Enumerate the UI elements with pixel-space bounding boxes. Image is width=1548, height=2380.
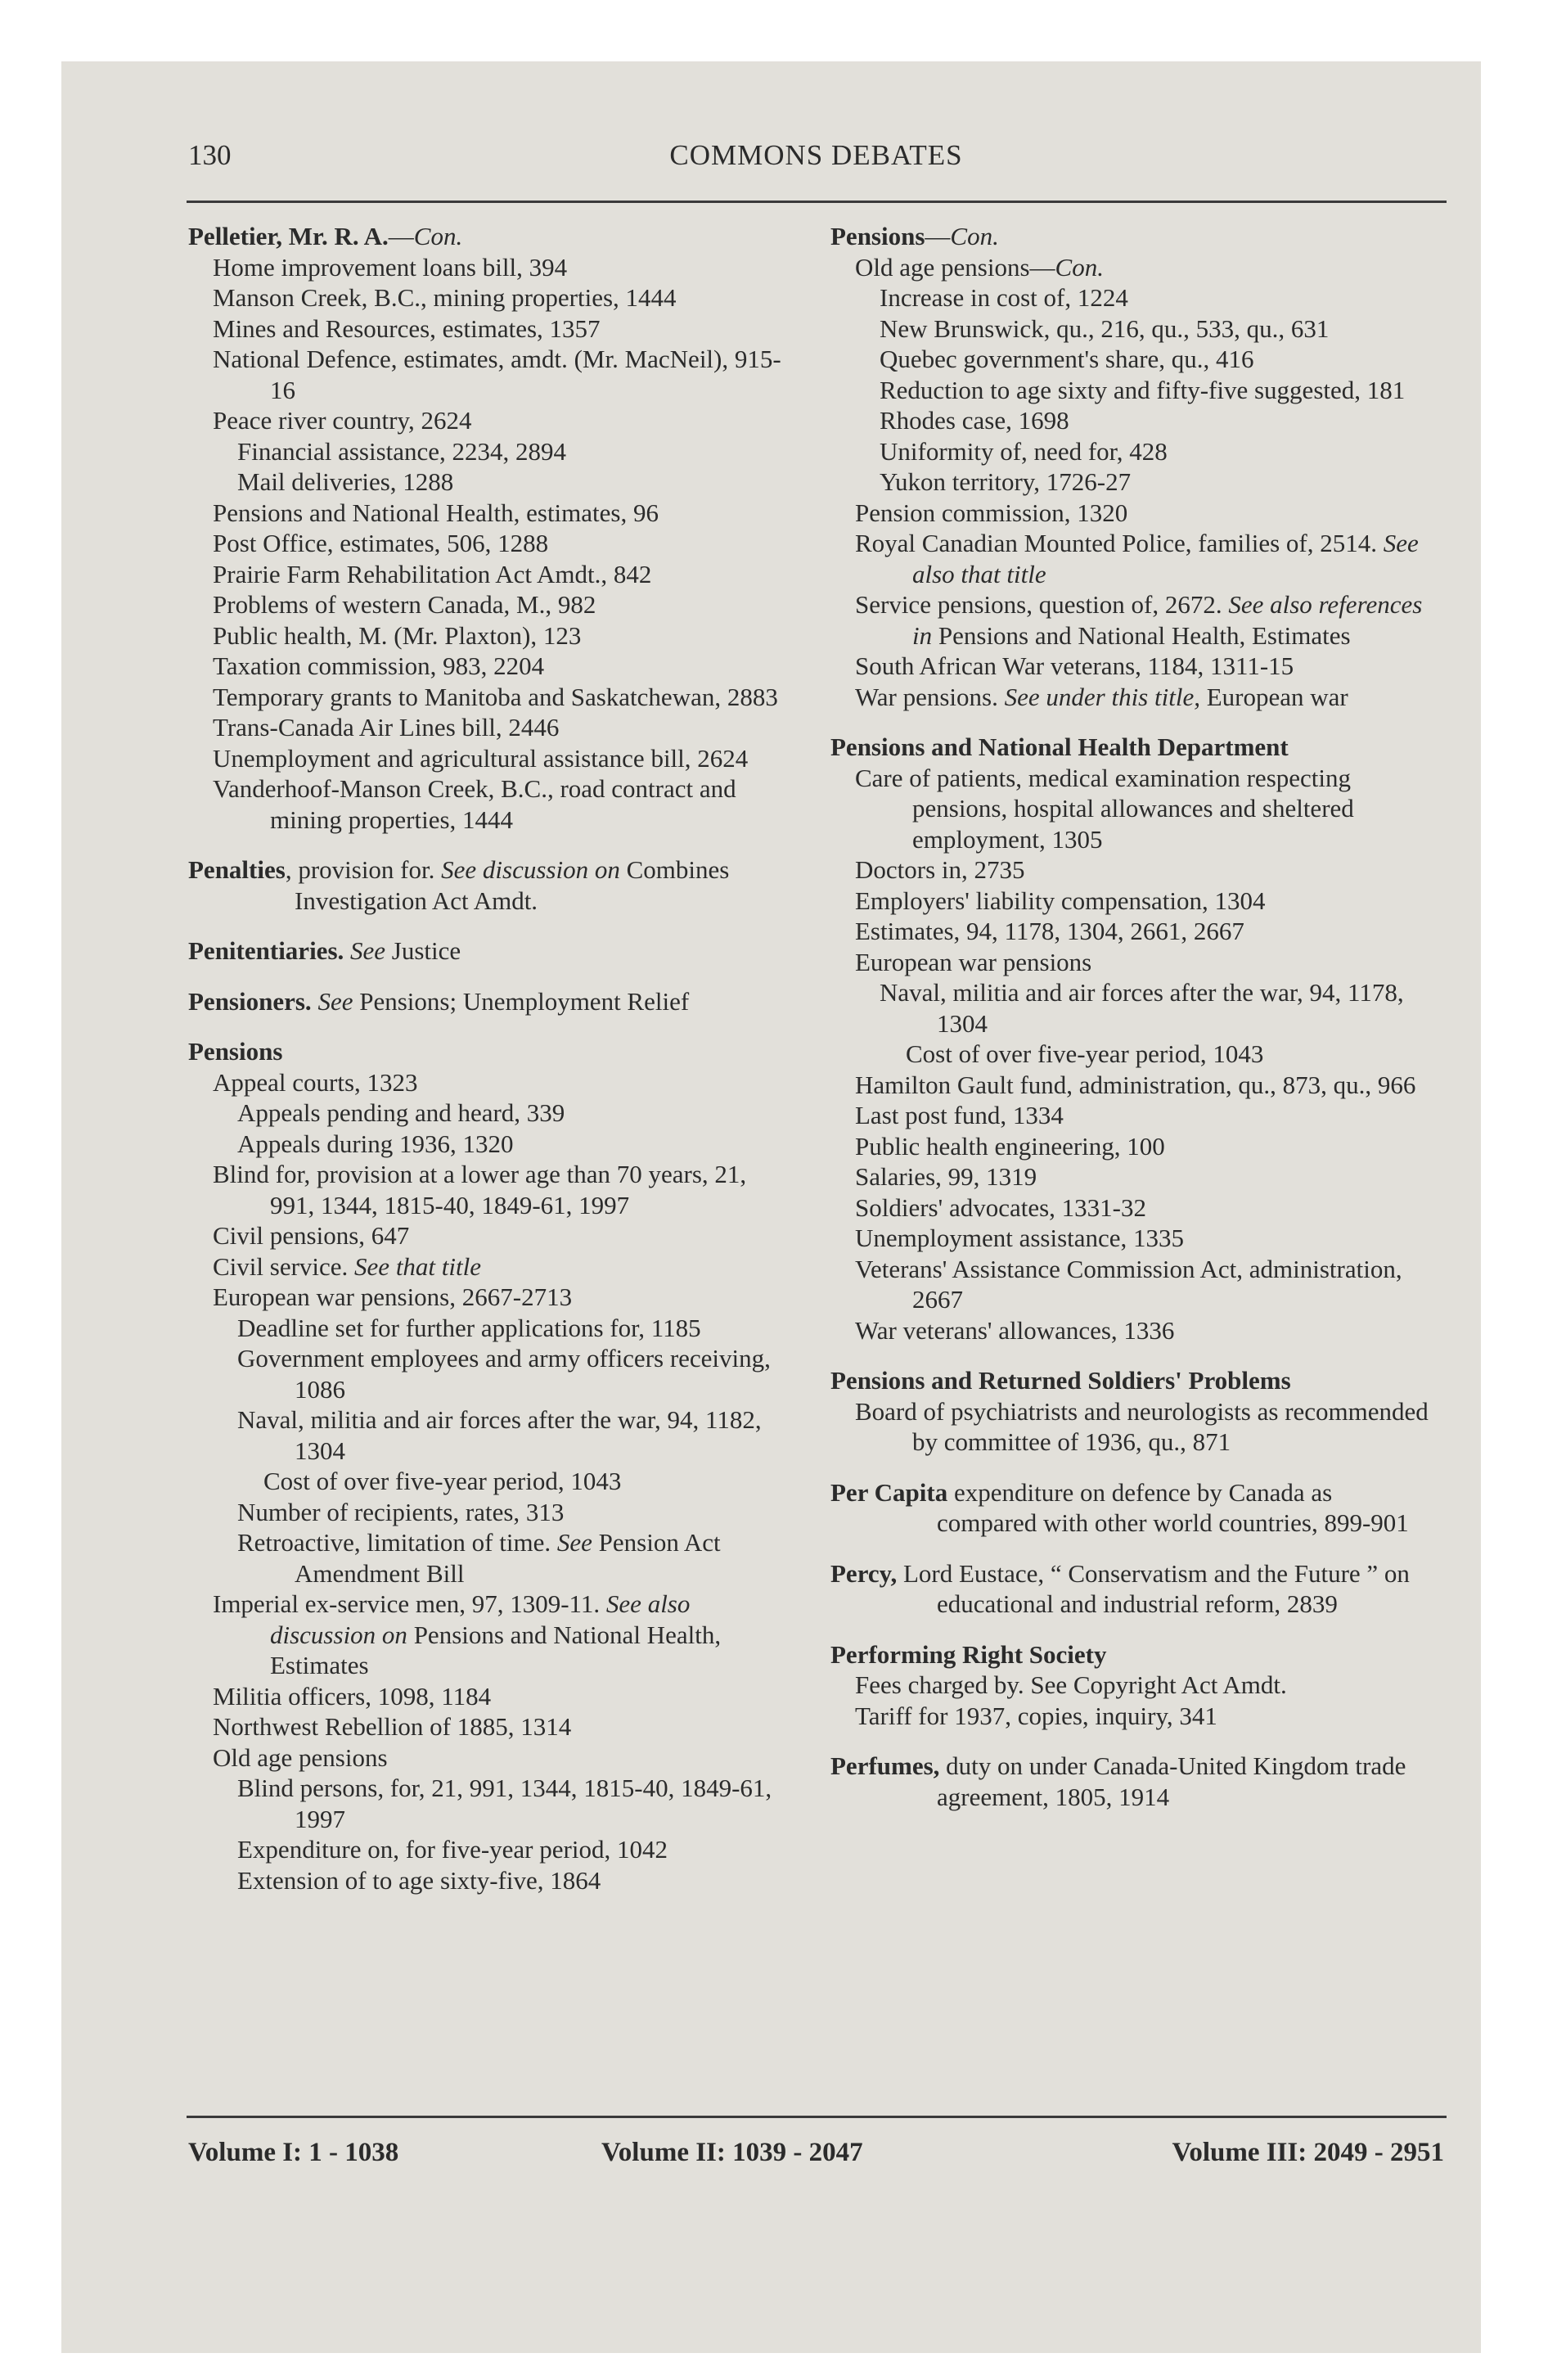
- entry-text: Pensions and National Health, Estimates: [932, 620, 1351, 650]
- index-subentry: [188, 1497, 794, 1528]
- page-header: [188, 139, 1444, 180]
- entry-text: Mail deliveries, 1288: [237, 467, 454, 496]
- index-subentry: [830, 886, 1436, 917]
- index-subentry: [830, 1396, 1436, 1458]
- index-heading: [188, 221, 794, 252]
- index-subentry: [830, 528, 1436, 589]
- entry-text: [344, 936, 350, 965]
- entry-heading-text: Pensions: [830, 222, 925, 250]
- footer-rule: [187, 2116, 1447, 2118]
- entry-heading-text: Pensions: [188, 1037, 283, 1066]
- entry-text: Temporary grants to Manitoba and Saskatchewan, 2883: [213, 682, 778, 711]
- entry-text: Rhodes case, 1698: [880, 406, 1069, 435]
- cross-reference-text: See under this title,: [1004, 682, 1200, 711]
- index-subentry: [188, 1466, 794, 1497]
- entry-text: Retroactive, limitation of time.: [237, 1528, 557, 1557]
- entry-text: European war pensions, 2667-2713: [213, 1282, 573, 1311]
- cross-reference-text: Con.: [413, 222, 463, 250]
- entry-text: Trans-Canada Air Lines bill, 2446: [213, 713, 560, 741]
- cross-reference-text: See that title: [354, 1251, 482, 1281]
- entry-text: Care of patients, medical examination respecting pensions, hospital allowances and sheltered employment, 1305: [855, 763, 1354, 854]
- index-subentry: [188, 651, 794, 682]
- entry-text: Financial assistance, 2234, 2894: [237, 436, 567, 466]
- entry-text: South African War veterans, 1184, 1311-15: [855, 651, 1294, 680]
- entry-text: Combines Investigation Act Amdt.: [295, 855, 730, 915]
- entry-text: Pension commission, 1320: [855, 498, 1128, 527]
- index-subentry: [188, 252, 794, 283]
- entry-text: Public health, M. (Mr. Plaxton), 123: [213, 620, 582, 650]
- entry-text: Government employees and army officers receiving, 1086: [237, 1344, 771, 1404]
- volume-2-range: Volume II: 1039 - 2047: [601, 2138, 863, 2167]
- index-subentry: [188, 1773, 794, 1834]
- cross-reference-text: See discussion on: [441, 855, 620, 884]
- entry-heading-text: Penitentiaries.: [188, 936, 344, 965]
- entry-text: Peace river country, 2624: [213, 406, 472, 435]
- entry-text: Public health engineering, 100: [855, 1131, 1165, 1161]
- entry-heading-text: Penalties: [188, 855, 286, 884]
- entry-text: Problems of western Canada, M., 982: [213, 590, 596, 619]
- entry-heading-text: Pensions and National Health Department: [830, 732, 1289, 761]
- index-subentry: [830, 1670, 1436, 1701]
- index-subentry: [830, 1254, 1436, 1315]
- entry-text: Tariff for 1937, copies, inquiry, 341: [855, 1701, 1217, 1730]
- index-subentry: [188, 620, 794, 651]
- entry-text: Northwest Rebellion of 1885, 1314: [213, 1712, 572, 1741]
- entry-text: Justice: [385, 936, 461, 965]
- index-subentry: [188, 1834, 794, 1865]
- index-subentry: [188, 467, 794, 498]
- index-subentry: [830, 947, 1436, 978]
- index-subentry: [188, 1067, 794, 1098]
- entry-text: Militia officers, 1098, 1184: [213, 1681, 492, 1711]
- running-title: COMMONS DEBATES: [669, 139, 963, 171]
- index-subentry: [188, 436, 794, 467]
- index-subentry: [188, 282, 794, 313]
- entry-text: Yukon territory, 1726-27: [880, 467, 1132, 496]
- entry-text: Quebec government's share, qu., 416: [880, 345, 1254, 373]
- index-subentry: [188, 1129, 794, 1160]
- entry-text: Pensions; Unemployment Relief: [353, 986, 690, 1016]
- entry-text: Deadline set for further applications for, 1185: [237, 1313, 701, 1342]
- index-subentry: [830, 498, 1436, 529]
- entry-text: Salaries, 99, 1319: [855, 1162, 1037, 1191]
- cross-reference-text: Con.: [1055, 252, 1104, 282]
- entry-heading-text: Pensioners.: [188, 986, 312, 1016]
- entry-heading-text: Percy,: [830, 1558, 898, 1588]
- index-subentry: [830, 344, 1436, 375]
- index-subentry: [188, 528, 794, 559]
- index-subentry: [188, 1742, 794, 1774]
- index-subentry: [830, 977, 1436, 1039]
- entry-heading-text: Pelletier, Mr. R. A.: [188, 222, 389, 250]
- entry-text: Appeal courts, 1323: [213, 1067, 418, 1097]
- index-subentry: [830, 1192, 1436, 1224]
- index-subentry: [188, 1098, 794, 1129]
- entry-text: Last post fund, 1334: [855, 1101, 1064, 1129]
- entry-text: European war pensions: [855, 947, 1092, 976]
- index-subentry: [830, 436, 1436, 467]
- entry-text: Veterans' Assistance Commission Act, administration, 2667: [855, 1254, 1402, 1314]
- index-heading: [830, 1639, 1436, 1670]
- index-subentry: [188, 344, 794, 405]
- entry-text: New Brunswick, qu., 216, qu., 533, qu., 631: [880, 313, 1330, 343]
- entry-text: Service pensions, question of, 2672.: [855, 590, 1229, 619]
- index-subentry: [830, 282, 1436, 313]
- index-subentry: [188, 1282, 794, 1313]
- entry-text: Naval, militia and air forces after the war, 94, 1182, 1304: [237, 1405, 762, 1465]
- index-subentry: [830, 1161, 1436, 1192]
- entry-text: Doctors in, 2735: [855, 855, 1025, 884]
- entry-text: expenditure on defence by Canada as compared with other world countries, 899-901: [937, 1477, 1409, 1537]
- entry-text: Cost of over five-year period, 1043: [263, 1467, 622, 1495]
- entry-text: Estimates, 94, 1178, 1304, 2661, 2667: [855, 917, 1244, 945]
- index-subentry: [188, 1589, 794, 1681]
- volume-3-range: Volume III: 2049 - 2951: [1172, 2138, 1444, 2167]
- cross-reference-text: See also references in: [912, 590, 1423, 650]
- index-subentry: [188, 1711, 794, 1742]
- index-subentry: [830, 375, 1436, 406]
- cross-reference-text: See: [556, 1528, 592, 1557]
- entry-text: Soldiers' advocates, 1331-32: [855, 1192, 1146, 1222]
- entry-text: —: [388, 222, 414, 250]
- index-column-left: [188, 221, 794, 1895]
- index-subentry: [830, 1701, 1436, 1732]
- cross-reference-text: See: [350, 936, 386, 965]
- index-subentry: [188, 405, 794, 436]
- entry-text: Appeals pending and heard, 339: [237, 1098, 565, 1127]
- index-subentry: [188, 1251, 794, 1282]
- index-subentry: [830, 1039, 1436, 1070]
- index-subentry: [830, 1070, 1436, 1101]
- index-heading: [830, 1365, 1436, 1396]
- index-subentry: [188, 559, 794, 590]
- entry-text: Vanderhoof-Manson Creek, B.C., road contract and mining properties, 1444: [213, 774, 736, 834]
- index-subentry: [830, 1131, 1436, 1162]
- entry-text: Reduction to age sixty and fifty-five suggested, 181: [880, 375, 1406, 404]
- entry-text: Board of psychiatrists and neurologists as recommended by committee of 1936, qu., 871: [855, 1396, 1429, 1456]
- index-subentry: [188, 773, 794, 835]
- index-subentry: [188, 1220, 794, 1251]
- index-subentry: [188, 1865, 794, 1896]
- entry-text: Increase in cost of, 1224: [880, 283, 1128, 312]
- entry-text: Fees charged by. See Copyright Act Amdt.: [855, 1670, 1287, 1699]
- entry-text: —: [925, 222, 951, 250]
- volume-1-range: Volume I: 1 - 1038: [188, 2138, 399, 2167]
- page-number: 130: [188, 139, 232, 171]
- index-subentry: [188, 743, 794, 774]
- index-subentry: [830, 854, 1436, 886]
- index-heading: [188, 1036, 794, 1067]
- cross-reference-text: See also discussion on: [270, 1589, 691, 1649]
- entry-text: , provision for.: [285, 855, 442, 884]
- index-subentry: [188, 712, 794, 743]
- entry-text: Post Office, estimates, 506, 1288: [213, 529, 549, 557]
- index-heading: [830, 1477, 1436, 1539]
- entry-text: Pensions and National Health, estimates, 96: [213, 498, 659, 527]
- index-subentry: [830, 763, 1436, 855]
- index-heading: [830, 1558, 1436, 1620]
- entry-text: Old age pensions—: [855, 252, 1055, 282]
- index-subentry: [188, 313, 794, 345]
- index-subentry: [830, 916, 1436, 947]
- entry-text: Pensions and National Health, Estimates: [270, 1620, 722, 1679]
- entry-text: Royal Canadian Mounted Police, families of, 2514.: [855, 529, 1384, 557]
- index-subentry: [188, 682, 794, 713]
- index-subentry: [830, 405, 1436, 436]
- entry-text: War veterans' allowances, 1336: [855, 1315, 1175, 1345]
- index-subentry: [830, 682, 1436, 713]
- entry-text: duty on under Canada-United Kingdom trade agreement, 1805, 1914: [937, 1751, 1406, 1811]
- index-heading: [830, 732, 1436, 763]
- entry-text: Taxation commission, 983, 2204: [213, 651, 545, 680]
- entry-text: Blind for, provision at a lower age than 70 years, 21, 991, 1344, 1815-40, 1849-61, 1997: [213, 1160, 747, 1219]
- entry-text: Manson Creek, B.C., mining properties, 1444: [213, 283, 677, 312]
- entry-text: Uniformity of, need for, 428: [880, 436, 1168, 466]
- index-heading: [830, 1751, 1436, 1812]
- index-subentry: [830, 1100, 1436, 1131]
- index-column-right: [830, 221, 1436, 1812]
- index-subentry: [830, 467, 1436, 498]
- index-subentry: [188, 1313, 794, 1344]
- entry-heading-text: Perfumes,: [830, 1751, 940, 1780]
- index-heading: [188, 986, 794, 1017]
- entry-text: Naval, militia and air forces after the war, 94, 1178, 1304: [880, 978, 1404, 1038]
- entry-heading-text: Pensions and Returned Soldiers' Problems: [830, 1366, 1291, 1395]
- entry-text: Mines and Resources, estimates, 1357: [213, 313, 601, 343]
- entry-text: Blind persons, for, 21, 991, 1344, 1815-40, 1849-61, 1997: [237, 1774, 772, 1833]
- index-subentry: [188, 1343, 794, 1404]
- cross-reference-text: See also that title: [912, 529, 1419, 588]
- index-subentry: [830, 651, 1436, 682]
- entry-text: Civil pensions, 647: [213, 1221, 410, 1250]
- index-subentry: [830, 252, 1436, 283]
- index-subentry: [830, 589, 1436, 651]
- index-heading: [830, 221, 1436, 252]
- index-heading: [188, 935, 794, 967]
- index-subentry: [188, 498, 794, 529]
- header-rule: [187, 201, 1447, 203]
- index-subentry: [188, 1404, 794, 1466]
- entry-text: Pension Act Amendment Bill: [295, 1528, 721, 1588]
- entry-text: Number of recipients, rates, 313: [237, 1497, 565, 1526]
- entry-text: Lord Eustace, “ Conservatism and the Future ” on educational and industrial reform, 2839: [897, 1558, 1410, 1618]
- entry-text: Civil service.: [213, 1251, 355, 1281]
- entry-text: Employers' liability compensation, 1304: [855, 886, 1266, 915]
- entry-text: Prairie Farm Rehabilitation Act Amdt., 842: [213, 559, 652, 588]
- entry-text: European war: [1199, 682, 1348, 711]
- entry-text: Unemployment and agricultural assistance bill, 2624: [213, 743, 749, 773]
- index-subentry: [188, 1159, 794, 1220]
- cross-reference-text: Con.: [950, 222, 999, 250]
- index-subentry: [830, 1223, 1436, 1254]
- entry-text: Hamilton Gault fund, administration, qu., 873, qu., 966: [855, 1070, 1416, 1099]
- entry-text: Cost of over five-year period, 1043: [906, 1039, 1264, 1068]
- entry-text: Imperial ex-service men, 97, 1309-11.: [213, 1589, 606, 1618]
- entry-text: Expenditure on, for five-year period, 1042: [237, 1835, 668, 1864]
- entry-text: Old age pensions: [213, 1742, 388, 1772]
- index-heading: [188, 854, 794, 916]
- index-subentry: [188, 1681, 794, 1712]
- entry-text: Home improvement loans bill, 394: [213, 252, 568, 282]
- index-subentry: [188, 1527, 794, 1589]
- cross-reference-text: See: [317, 986, 353, 1016]
- entry-text: Appeals during 1936, 1320: [237, 1129, 514, 1158]
- entry-text: National Defence, estimates, amdt. (Mr. MacNeil), 915-16: [213, 345, 781, 404]
- index-subentry: [188, 589, 794, 620]
- entry-heading-text: Performing Right Society: [830, 1639, 1107, 1669]
- index-subentry: [830, 1315, 1436, 1346]
- entry-text: Unemployment assistance, 1335: [855, 1224, 1185, 1252]
- entry-text: War pensions.: [855, 682, 1005, 711]
- entry-text: Extension of to age sixty-five, 1864: [237, 1865, 601, 1895]
- entry-heading-text: Per Capita: [830, 1477, 948, 1507]
- index-subentry: [830, 313, 1436, 345]
